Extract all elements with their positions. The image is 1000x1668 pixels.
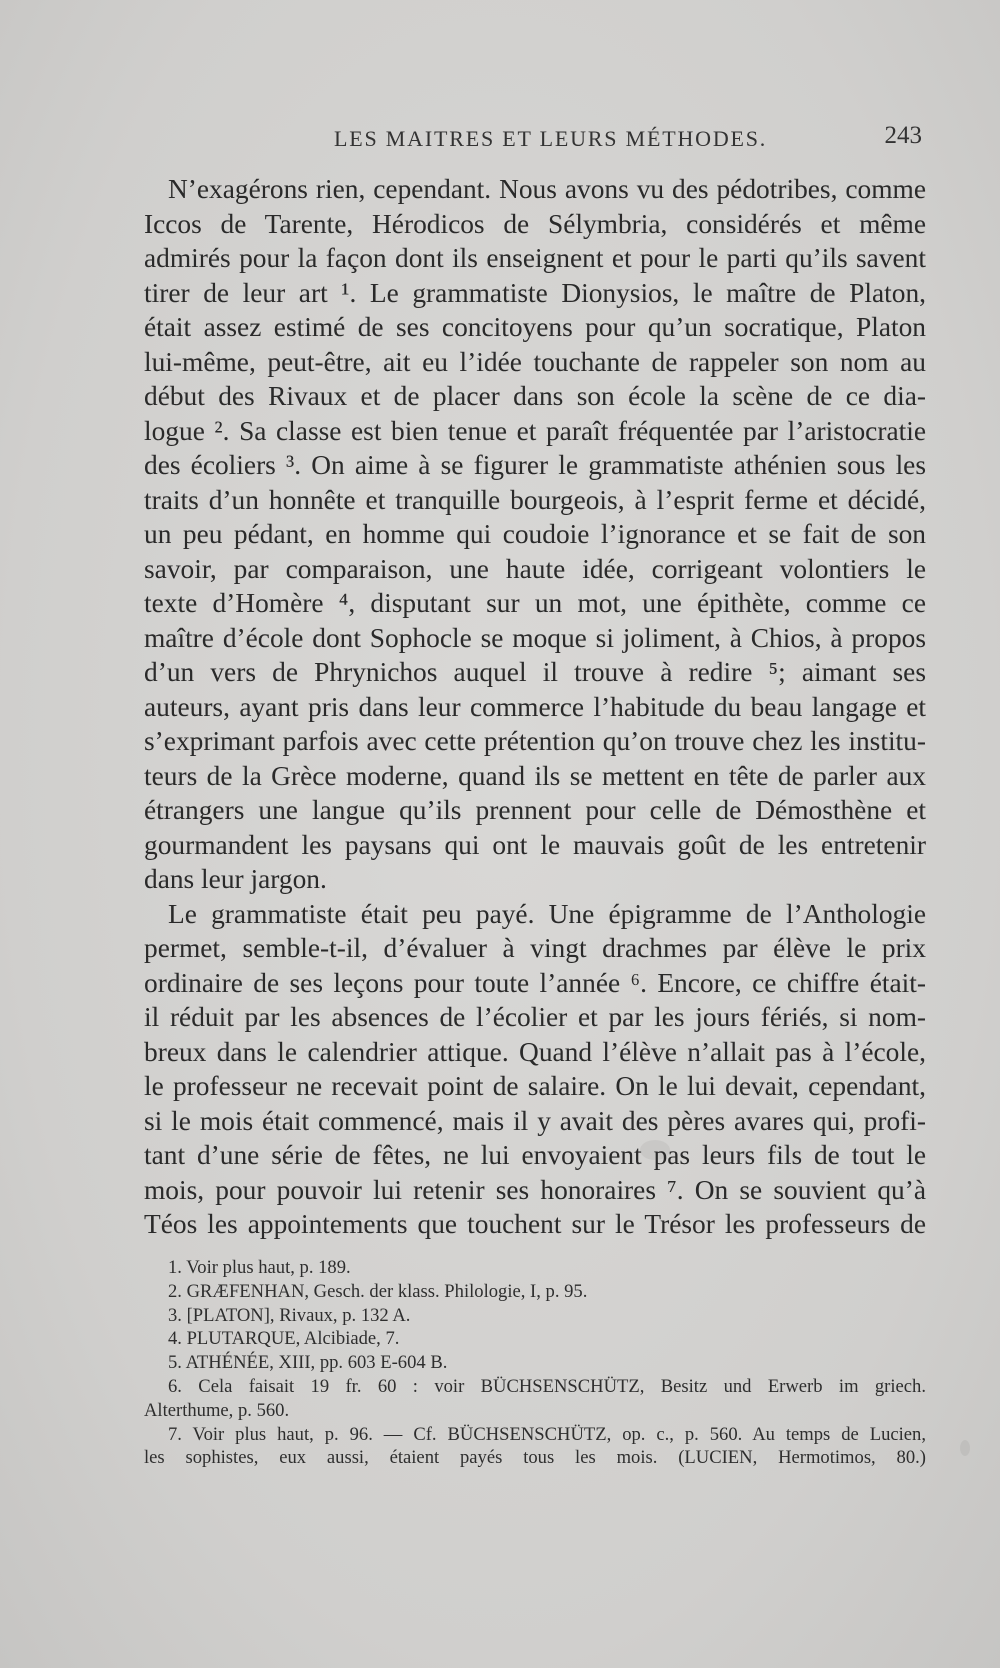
text-line: permet, semble-t-il, d’évaluer à vingt drachmes par élève le prix — [144, 933, 926, 963]
text-line: le professeur ne recevait point de salaire. On le lui devait, cependant, — [144, 1071, 926, 1101]
text-line: dans leur jargon. — [144, 864, 327, 894]
text-line: si le mois était commencé, mais il y avait des pères avares qui, profi- — [144, 1105, 926, 1136]
text-line: s’exprimant parfois avec cette prétention qu’on trouve chez les institu- — [144, 726, 926, 756]
text-line: logue ². Sa classe est bien tenue et paraît fréquentée par l’aristocratie — [144, 415, 926, 446]
text-line: tant d’une série de fêtes, ne lui envoyaient pas leurs fils de tout le — [144, 1140, 926, 1170]
text-line: admirés pour la façon dont ils enseignent et pour le parti qu’ils savent — [144, 243, 926, 273]
text-line: début des Rivaux et de placer dans son école la scène de ce dia- — [144, 381, 926, 411]
footnote: 5. ATHÉNÉE, XIII, pp. 603 E-604 B. — [168, 1352, 448, 1374]
footnote: 2. GRÆFENHAN, Gesch. der klass. Philologie, I, p. 95. — [168, 1280, 588, 1302]
text-line: savoir, par comparaison, une haute idée, corrigeant volontiers le — [144, 553, 926, 584]
text-line: lui-même, peut-être, ait eu l’idée touchante de rappeler son nom au — [144, 346, 926, 377]
text-line: maître d’école dont Sophocle se moque si joliment, à Chios, à propos — [144, 622, 926, 653]
footnote-continuation: les sophistes, eux aussi, étaient payés tous les mois. (LUCIEN, Hermotimos, 80.) — [144, 1447, 926, 1469]
text-line: d’un vers de Phrynichos auquel il trouve à redire ⁵; aimant ses — [144, 657, 926, 687]
footnote: 1. Voir plus haut, p. 189. — [168, 1257, 351, 1278]
text-line: Iccos de Tarente, Hérodicos de Sélymbria, considérés et même — [144, 208, 926, 239]
text-line: gourmandent les paysans qui ont le mauvais goût de les entretenir — [144, 829, 926, 860]
text-line: était assez estimé de ses concitoyens pour qu’un socratique, Platon — [144, 312, 926, 342]
footnote: 3. [PLATON], Rivaux, p. 132 A. — [168, 1304, 411, 1326]
text-line: un peu pédant, en homme qui coudoie l’ignorance et se fait de son — [144, 519, 926, 549]
paper-stain — [960, 1440, 970, 1456]
text-line: N’exagérons rien, cependant. Nous avons vu des pédotribes, comme — [168, 174, 926, 204]
text-line: traits d’un honnête et tranquille bourgeois, à l’esprit ferme et décidé, — [144, 484, 926, 515]
text-line: texte d’Homère ⁴, disputant sur un mot, une épithète, comme ce — [144, 588, 926, 618]
text-line: il réduit par les absences de l’écolier et par les jours fériés, si nom- — [144, 1002, 926, 1032]
main-text — [144, 172, 926, 1242]
footnote: 4. PLUTARQUE, Alcibiade, 7. — [168, 1328, 400, 1350]
footnote: 6. Cela faisait 19 fr. 60 : voir BÜCHSENSCHÜTZ, Besitz und Erwerb im griech. — [168, 1375, 926, 1397]
text-line: auteurs, ayant pris dans leur commerce l’habitude du beau langage et — [144, 691, 926, 722]
footnote-continuation: Alterthume, p. 560. — [144, 1399, 290, 1421]
text-line: mois, pour pouvoir lui retenir ses honoraires ⁷. On se souvient qu’à — [144, 1174, 926, 1205]
text-line: teurs de la Grèce moderne, quand ils se mettent en tête de parler aux — [144, 760, 926, 791]
text-line: tirer de leur art ¹. Le grammatiste Dionysios, le maître de Platon, — [144, 277, 926, 308]
text-line: étrangers une langue qu’ils prennent pour celle de Démosthène et — [144, 795, 926, 825]
text-line: breux dans le calendrier attique. Quand l’élève n’allait pas à l’école, — [144, 1036, 926, 1067]
text-line: ordinaire de ses leçons pour toute l’année ⁶. Encore, ce chiffre était- — [144, 967, 926, 998]
running-head: LES MAITRES ET LEURS MÉTHODES. — [334, 126, 768, 151]
page-header — [144, 120, 926, 160]
text-line: Le grammatiste était peu payé. Une épigramme de l’Anthologie — [168, 898, 926, 929]
text-line: Téos les appointements que touchent sur le Trésor les professeurs de — [144, 1209, 926, 1239]
footnote: 7. Voir plus haut, p. 96. — Cf. BÜCHSENSCHÜTZ, op. c., p. 560. Au temps de Lucien, — [168, 1423, 926, 1445]
text-line: des écoliers ³. On aime à se figurer le grammatiste athénien sous les — [144, 450, 926, 480]
page-number: 243 — [884, 122, 922, 149]
footnotes — [144, 1256, 926, 1470]
